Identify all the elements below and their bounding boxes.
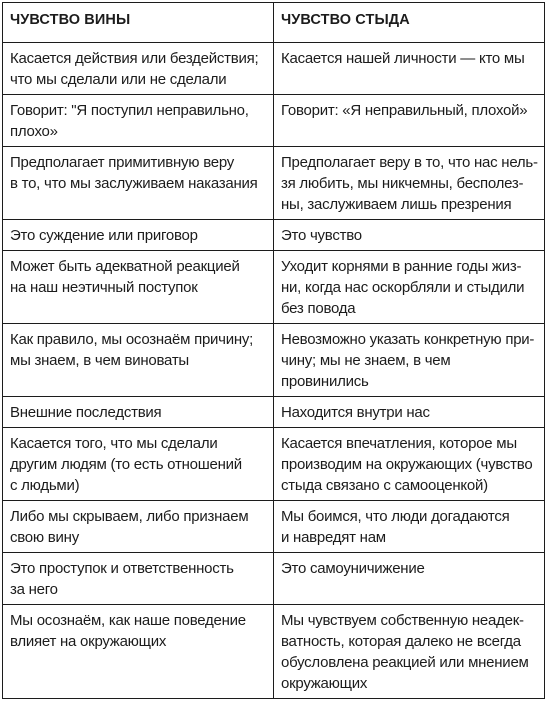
guilt-cell: Мы осознаём, как наше поведение влияет на окружающих (3, 605, 274, 699)
guilt-vs-shame-table (2, 2, 545, 699)
guilt-cell: Либо мы скрываем, либо признаем свою вину (3, 501, 274, 553)
guilt-cell: Как правило, мы осознаём причину; мы знаем, в чем виноваты (3, 324, 274, 397)
shame-cell: Это чувство (274, 220, 545, 251)
table-row (3, 95, 545, 147)
table-row (3, 147, 545, 220)
table-row (3, 553, 545, 605)
guilt-cell: Предполагает примитивную веру в то, что мы заслуживаем наказания (3, 147, 274, 220)
table-row (3, 605, 545, 699)
guilt-cell: Может быть адекватной реакцией на наш неэтичный поступок (3, 251, 274, 324)
shame-cell: Касается впечатления, которое мы производим на окружающих (чувство стыда связано с самооценкой) (274, 428, 545, 501)
guilt-cell: Это суждение или приговор (3, 220, 274, 251)
shame-cell: Уходит корнями в ранние годы жиз- ни, когда нас оскорбляли и стыдили без повода (274, 251, 545, 324)
guilt-cell: Касается действия или бездействия; что мы сделали или не сделали (3, 43, 274, 95)
table-row (3, 324, 545, 397)
shame-cell: Невозможно указать конкретную при- чину; мы не знаем, в чем провинились (274, 324, 545, 397)
guilt-cell: Это проступок и ответственность за него (3, 553, 274, 605)
guilt-cell: Говорит: "Я поступил неправильно, плохо» (3, 95, 274, 147)
table-row (3, 251, 545, 324)
table-row (3, 397, 545, 428)
shame-cell: Мы боимся, что люди догадаются и навредят нам (274, 501, 545, 553)
table-row (3, 428, 545, 501)
table-row (3, 501, 545, 553)
guilt-cell: Внешние последствия (3, 397, 274, 428)
guilt-cell: Касается того, что мы сделали другим людям (то есть отношений с людьми) (3, 428, 274, 501)
shame-cell: Касается нашей личности — кто мы (274, 43, 545, 95)
shame-cell: Находится внутри нас (274, 397, 545, 428)
table-row (3, 43, 545, 95)
header-row (3, 3, 545, 43)
header-shame: ЧУВСТВО СТЫДА (274, 3, 545, 43)
shame-cell: Это самоуничижение (274, 553, 545, 605)
shame-cell: Мы чувствуем собственную неадек- ватность, которая далеко не всегда обусловлена реакцией или мнением окружающих (274, 605, 545, 699)
header-guilt: ЧУВСТВО ВИНЫ (3, 3, 274, 43)
table-row (3, 220, 545, 251)
shame-cell: Предполагает веру в то, что нас нель- зя любить, мы никчемны, бесполез- ны, заслуживаем лишь презрения (274, 147, 545, 220)
shame-cell: Говорит: «Я неправильный, плохой» (274, 95, 545, 147)
